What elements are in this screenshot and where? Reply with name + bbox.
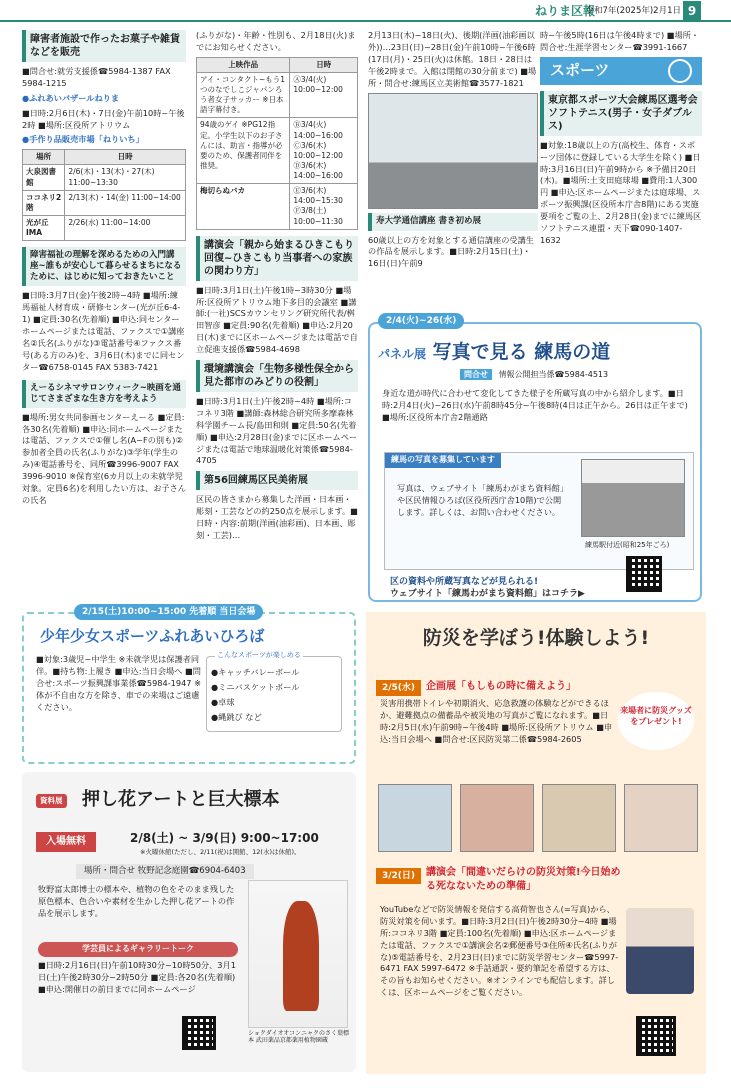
exhibition-title — [378, 340, 610, 366]
article-text: 60歳以上の方を対象とする通信講座の受講生の作品を展示します。■日時:2月15日(土)・16日(日)午前9 — [368, 234, 534, 269]
table-cell: アイ・コンタクト~もう1つのなでしこジャパンろう者女子サッカー ※日本語字幕付き。 — [197, 72, 290, 118]
article-text: ■日時:2月16日(日)午前10時30分~10時50分、3月1日(土)午後2時30分~2時50分 ■定員:各20名(先着順) ■申込:開催日の前日までに同ホームページ — [38, 960, 236, 994]
article-subheading: ●手作り品販売市場「ねりいち」 — [22, 134, 144, 145]
article-title: 環境講演会「生物多様性保全から見た都市のみどりの役割」 — [196, 360, 358, 392]
sports-list-title: こんなスポーツが楽しめる — [217, 651, 301, 659]
article-text: ■日時:3月7日(金)午後2時~4時 ■場所:練馬福祉人材育成・研修センター(光が丘6-4-1) ■定員:30名(先着順) ■申込:同センターホームページまたは電話、ファクスで①講座名②氏名(ふりがな)③電話番号④ファクス番号(ある方のみ)を、3月6日(木)までに同センター☎6758-0145 FAX 5383-7421 — [22, 290, 185, 372]
table-cell: 光が丘IMA — [23, 215, 65, 240]
article-title: 東京都スポーツ大会練馬区選考会 ソフトテニス(男子・女子ダブルス) — [540, 91, 702, 136]
article-subheading: ●ふれあいバザールねりま — [22, 92, 120, 103]
table-row — [197, 72, 358, 118]
exhibition-label: パネル展 — [378, 347, 427, 361]
exhibit-photo — [542, 784, 616, 852]
photo-caption: ショクダイオオコンニャクのさく葉標本 武田薬品京都薬用植物園蔵 — [248, 1030, 350, 1045]
publication-logo: ねりま区報 — [534, 4, 595, 18]
date-tag: 3/2(日) — [376, 868, 421, 884]
article-text: 写真は、ウェブサイト「練馬わがまち資料館」や区民情報ひろば(区役所西庁舎10階)で公開します。詳しくは、お問い合わせください。 — [397, 483, 564, 517]
road-panel-exhibition — [368, 316, 702, 602]
flower-exhibition — [22, 772, 356, 1072]
exhibit-photo — [460, 784, 534, 852]
article-title: 障害福祉の理解を深めるための入門講座~誰もが安心して暮らせるまちになるために、はじめに知っておきたいこと — [22, 247, 186, 286]
tennis-racket-icon — [668, 59, 692, 83]
header-rule — [0, 20, 731, 22]
event-title: 講演会「間違いだらけの防災対策!今日始める死なないための準備」 — [426, 867, 621, 892]
article-title: えーるシネマサロンウィーク~映画を通じてさまざまな生き方を考えよう — [22, 380, 186, 408]
page-number: 9 — [683, 1, 701, 21]
column-4 — [540, 30, 702, 250]
issue-date: 令和7年(2025年)2月1日 — [585, 6, 681, 16]
table-cell: Ⓔ3/6(木) 14:00~15:30 Ⓕ3/8(土) 10:00~11:30 — [290, 184, 358, 230]
article-text: 区民の皆さまから募集した洋画・日本画・彫刻・工芸などの約250点を展示します。■日時・内容:前期(洋画(油彩画)、日本画、彫刻・工芸)… — [196, 494, 358, 541]
article-title: 障害者施設で作ったお菓子や雑貨などを販売 — [22, 30, 186, 62]
venue: 場所・問合せ 牧野記念庭園☎6904-6403 — [76, 864, 254, 879]
speaker-photo — [626, 908, 694, 994]
free-admission-badge: 入場無料 — [36, 832, 96, 852]
page-header — [0, 0, 731, 22]
table-cell: Ⓑ3/4(火) 14:00~16:00 Ⓒ3/6(木) 10:00~12:00 Ⓓ3/6(木) 14:00~16:00 — [290, 118, 358, 184]
table-cell: 2/26(水) 11:00~14:00 — [65, 215, 186, 240]
list-item: ●縄跳び など — [211, 711, 262, 722]
table-cell: Ⓐ3/4(火) 10:00~12:00 — [290, 72, 358, 118]
category-tag: 資料展 — [36, 794, 67, 808]
article-text: YouTubeなどで防災情報を発信する高荷智也さん(=写真)から、防災対策を伺います。■日時:3月2日(日)午後2時30分~4時 ■場所:ココネリ3階 ■定員:100名(先着順) ■申込:区ホームページまたは電話、ファクスで①講演会名②郵便番号③住所④氏名(ふりがな)⑤電話番号を、2月23日(日)までに防災学習センター☎5997-6471 FAX 5997-6472 ※手話通訳・要約筆記を希望する方は、その旨もお知らせください。※オンラインでも配信します。詳しくは、区ホームページをご覧ください。 — [380, 904, 619, 998]
article-text: 牧野富太郎博士の標本や、植物の色をそのまま残した原色標本、色合いや素材を生かした押し花アートの作品を展示します。 — [38, 884, 235, 918]
table-row — [23, 165, 186, 190]
inquiry-tag: 問合せ — [460, 369, 492, 380]
article-title: 第56回練馬区民美術展 — [196, 471, 358, 490]
table-cell: 2/6(木)・13(木)・27(木) 11:00~13:30 — [65, 165, 186, 190]
qr-code[interactable] — [182, 1016, 216, 1050]
section-title: スポーツ — [550, 60, 610, 79]
list-item: ●卓球 — [211, 696, 235, 707]
article-title: 講演会「親から始まるひきこもり回復~ひきこもり当事者への家族の関わり方」 — [196, 236, 358, 281]
promo-link[interactable]: ウェブサイト「練馬わがまち資料館」はコチラ▶ — [390, 589, 585, 600]
exhibition-photo — [368, 93, 538, 209]
column-2 — [196, 30, 358, 545]
exhibit-photo — [378, 784, 452, 852]
article-text: 時~午後5時(16日は午後4時まで) ■場所・問合せ:生涯学習センター☎3991-1667 — [540, 30, 700, 52]
table-header: 日時 — [65, 150, 186, 165]
exhibit-photo — [624, 784, 698, 852]
table-row — [197, 184, 358, 230]
inquiry — [460, 370, 608, 381]
specimen-leaf — [283, 901, 319, 1011]
table-header: 上映作品 — [197, 57, 290, 72]
event-title: 企画展「もしもの時に備えよう」 — [426, 681, 576, 692]
event-title: 少年少女スポーツふれあいひろば — [40, 627, 265, 645]
promo-line: 区の資料や所蔵写真などが見られる! — [390, 577, 539, 587]
table-cell: 大泉図書館 — [23, 165, 65, 190]
article-text: ■対象:3歳児~中学生 ※未就学児は保護者同伴。■持ち物:上履き ■申込:当日会場へ ■問合せ:スポーツ振興課事業係☎5984-1947 ※体が不自由な方を除き、車での来場はご遠慮ください。 — [36, 654, 201, 712]
table-row — [23, 190, 186, 215]
date-badge: 2/4(火)~26(水) — [378, 313, 464, 329]
table-header: 日時 — [290, 57, 358, 72]
photo-call-box — [384, 452, 694, 570]
article-text: ■日時:3月1日(土)午後1時~3時30分 ■場所:区役所アトリウム地下多目的会議室 ■講師:(一社)SCSカウンセリング研究所代表/桝田智彦 ■定員:90名(先着順) ■申込:2月20日(木)までに区ホームページまたは電話で自立促進支援係☎5984-4698 — [196, 284, 358, 355]
article-text: 災害用携帯トイレや初期消火、応急救護の体験などができるほか、避難拠点の備蓄品や被災地の写真がご覧になれます。■日時:2月5日(水)午前9時~午後4時 ■場所:区役所アトリウム ■申込:当日会場へ ■問合せ:区民防災第二係☎5984-2605 — [380, 698, 613, 744]
article-text: (ふりがな)・年齢・性別も、2月18日(火)までにお知らせください。 — [196, 30, 356, 52]
qr-code[interactable] — [626, 556, 662, 592]
disaster-prevention-section — [366, 612, 706, 1074]
table-row — [23, 215, 186, 240]
website-promo — [390, 576, 585, 600]
table-header: 場所 — [23, 150, 65, 165]
article-text: 2月13日(木)~18日(火)、後期(洋画(油彩画以外))…23日(日)~28日(金)午前10時~午後6時(17日(月)・25日(火)は休館。18日・28日は午後2時まで。入館は閉館の30分前まで) ■場所・問合せ:練馬区立美術館☎3577-1821 — [368, 30, 537, 88]
exhibition-title: 押し花アートと巨大標本 — [82, 789, 280, 810]
column-1 — [22, 30, 186, 510]
date-badge: 2/15(土)10:00~15:00 先着順 当日会場 — [74, 604, 263, 620]
article-title: 寿大学通信講座 書き初め展 — [368, 213, 538, 230]
date-tag: 2/5(水) — [376, 680, 421, 696]
table-cell: 94歳のゲイ ※PG12指定。小学生以下のお子さんには、助言・指導が必要のため、保護者同伴を推奨。 — [197, 118, 290, 184]
schedule-table — [22, 149, 186, 241]
article-text: ■問合せ:就労支援係☎5984-1387 FAX 5984-1215 — [22, 66, 171, 88]
list-item: ●ミニバスケットボール — [211, 681, 300, 692]
article-text: 身近な道が時代に合わせて変化してきた様子を所蔵写真の中から紹介します。■日時:2月4日(火)~26日(水)午前8時45分~午後8時(4日は正午から。26日は正午まで) ■場所:区役所本庁舎2階通路 — [382, 388, 688, 422]
article-text: ■対象:18歳以上の方(高校生、体育・スポーツ団体に登録している大学生を除く) ■日時:3月16日(日)午前9時から ※予備日20日(木)。■場所:土支田庭球場 ■費用:1人300円 ■申込:区ホームページまたは庭球場、スポーツ振興課(区役所本庁舎8階)にある実施要項をご覧の上、2月28日(金)までに練馬区ソフトテニス連盟・天下☎090-1407-1632 — [540, 139, 702, 245]
section-header — [540, 57, 702, 85]
gallery-talk-header: 学芸員によるギャラリートーク — [38, 942, 238, 957]
article-text: ■場所:男女共同参画センターえーる ■定員:各30名(先着順) ■申込:同ホームページまたは電話、ファクスで①催し名(A~Fの別も)②参加者全員の氏名(ふりがな)③学年(学生のみ)④電話番号を、同所☎3996-9007 FAX 3996-9010 ※保育室(6カ月以上の未就学児対象。定員6名)を利用したい方は、お子さんの氏名 — [22, 411, 186, 505]
section-title: 防災を学ぼう!体験しよう! — [422, 627, 650, 649]
table-row — [197, 118, 358, 184]
sports-list — [206, 651, 342, 732]
archive-photo — [581, 459, 685, 537]
specimen-photo — [248, 880, 348, 1028]
exhibition-name: 写真で見る 練馬の道 — [432, 341, 611, 363]
present-badge: 来場者に防災グッズをプレゼント! — [618, 692, 694, 750]
screening-table — [196, 57, 358, 230]
article-text: ■日時:2月6日(木)・7日(金)午前10時~午後2時 ■場所:区役所アトリウム — [22, 107, 185, 130]
exhibition-dates: 2/8(土) ~ 3/9(日) 9:00~17:00 — [130, 831, 319, 845]
qr-code[interactable] — [636, 1016, 676, 1056]
photo-call-title: 練馬の写真を募集しています — [385, 453, 501, 468]
article-text: ■日時:3月1日(土)午後2時~4時 ■場所:ココネリ3階 ■講師:森林総合研究所多摩森林科学園チーム長/島田和則 ■定員:50名(先着順) ■申込:2月28日(金)までに区ホームページまたは電話で地球温暖化対策係☎5984-4705 — [196, 396, 358, 466]
table-cell: ココネリ2階 — [23, 190, 65, 215]
kids-sports-event — [22, 607, 356, 764]
list-item: ●キャッチバレーボール — [211, 667, 300, 677]
table-cell: 梅切らぬバカ — [197, 184, 290, 230]
column-3 — [368, 30, 538, 273]
table-cell: 2/13(木)・14(金) 11:00~14:00 — [65, 190, 186, 215]
photo-caption: 練馬駅付近(昭和25年ごろ) — [585, 541, 670, 549]
inquiry-text: 情報公開担当係☎5984-4513 — [498, 370, 609, 379]
closing-note: ※火曜休館(ただし、2/11(祝)は開館、12(水)は休館)。 — [140, 848, 301, 856]
